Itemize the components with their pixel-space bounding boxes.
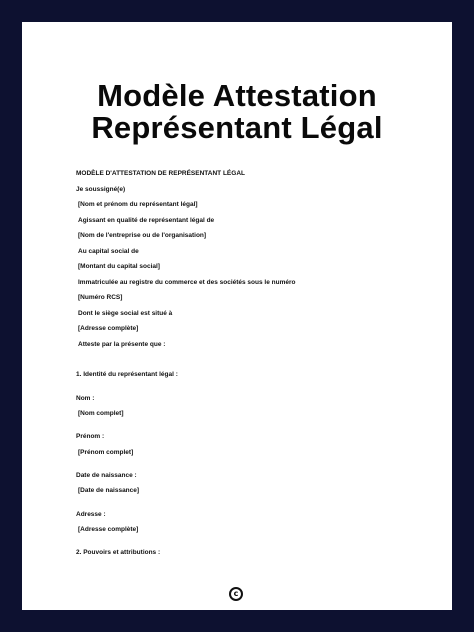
body-line: Immatriculée au registre du commerce et des sociétés sous le numéro xyxy=(78,279,296,286)
body-line: Atteste par la présente que : xyxy=(78,341,166,348)
field-label: Nom : xyxy=(76,395,95,402)
field-label: Date de naissance : xyxy=(76,472,137,479)
placeholder-line: [Nom et prénom du représentant légal] xyxy=(78,201,198,208)
placeholder-line: [Numéro RCS] xyxy=(78,294,123,301)
title-line-2: Représentant Légal xyxy=(91,110,383,145)
placeholder-line: [Nom complet] xyxy=(78,410,124,417)
body-line: Agissant en qualité de représentant légal de xyxy=(78,217,215,224)
document-title xyxy=(22,80,452,144)
document-page xyxy=(22,22,452,610)
placeholder-line: [Montant du capital social] xyxy=(78,263,160,270)
body-line: Je soussigné(e) xyxy=(76,186,126,193)
field-label: Prénom : xyxy=(76,433,105,440)
document-heading: MODÈLE D'ATTESTATION DE REPRÉSENTANT LÉGAL xyxy=(76,170,245,177)
title-line-1: Modèle Attestation xyxy=(97,78,377,113)
placeholder-line: [Adresse complète] xyxy=(78,526,139,533)
body-line: Dont le siège social est situé à xyxy=(78,310,173,317)
placeholder-line: [Adresse complète] xyxy=(78,325,139,332)
section-heading: 1. Identité du représentant légal : xyxy=(76,371,178,378)
section-heading: 2. Pouvoirs et attributions : xyxy=(76,549,161,556)
placeholder-line: [Nom de l'entreprise ou de l'organisation] xyxy=(78,232,207,239)
placeholder-line: [Date de naissance] xyxy=(78,487,140,494)
field-label: Adresse : xyxy=(76,511,106,518)
copyright-icon: c xyxy=(229,587,243,601)
body-line: Au capital social de xyxy=(78,248,139,255)
placeholder-line: [Prénom complet] xyxy=(78,449,134,456)
